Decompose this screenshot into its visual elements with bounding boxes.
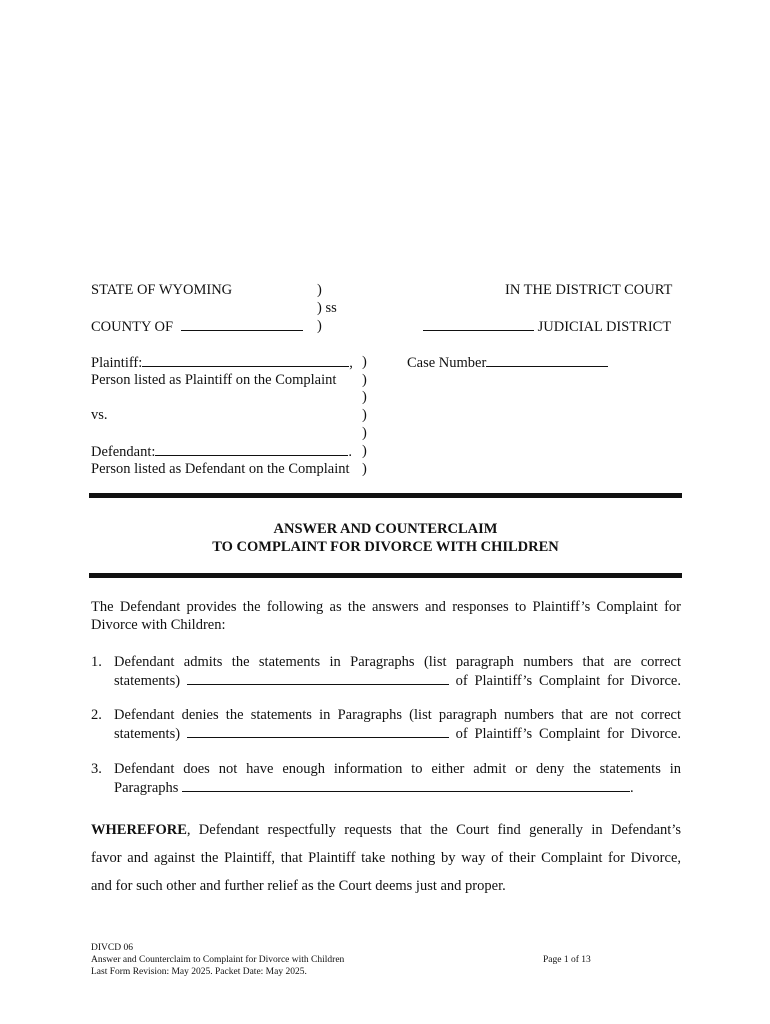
plaintiff-blank[interactable] <box>142 353 349 367</box>
county-line <box>91 317 303 336</box>
wherefore-heading: WHEREFORE <box>91 822 187 838</box>
item-number: 1. <box>91 654 102 670</box>
item-text: Defendant admits the statements in Paragraphs (list paragraph numbers that are correct <box>114 654 681 670</box>
footer-form-title: Answer and Counterclaim to Complaint for Divorce with Children <box>91 955 345 965</box>
caption-paren: ) <box>317 318 322 334</box>
caption-paren: ) <box>362 354 367 370</box>
court-name: IN THE DISTRICT COURT <box>505 282 673 298</box>
judicial-district-line <box>423 317 671 336</box>
case-number-label: Case Number <box>407 355 487 371</box>
footer-page-number: Page 1 of 13 <box>543 955 591 965</box>
defendant-note: Person listed as Defendant on the Complaint <box>91 461 350 477</box>
item-tail: of Plaintiff’s Complaint for Divorce. <box>455 673 681 689</box>
top-divider-rule <box>89 493 682 498</box>
item-number: 2. <box>91 707 102 723</box>
defendant-period: . <box>348 444 353 460</box>
item-fill-line <box>114 671 681 690</box>
paragraphs-denied-blank[interactable] <box>187 724 449 738</box>
district-blank[interactable] <box>423 317 534 331</box>
plaintiff-line <box>91 353 353 372</box>
item-text: Defendant does not have enough information to either admit or deny the statements in <box>114 761 681 777</box>
caption-paren: ) <box>362 425 367 441</box>
case-number-blank[interactable] <box>486 353 608 367</box>
bottom-divider-rule <box>89 573 682 578</box>
plaintiff-comma: , <box>349 355 353 371</box>
paragraphs-admitted-blank[interactable] <box>187 671 449 685</box>
county-blank[interactable] <box>181 317 303 331</box>
item-number: 3. <box>91 761 102 777</box>
item-fill-line <box>114 724 681 743</box>
intro-paragraph: The Defendant provides the following as the answers and responses to Plaintiff’s Complaint for Divorce with Children: <box>91 599 681 633</box>
footer-revision: Last Form Revision: May 2025. Packet Date: May 2025. <box>91 967 307 977</box>
judicial-district-label: JUDICIAL DISTRICT <box>537 319 672 335</box>
item-fill-line <box>114 778 681 797</box>
item-lead: statements) <box>114 673 181 689</box>
item-text: Defendant denies the statements in Paragraphs (list paragraph numbers that are not correct <box>114 707 681 723</box>
plaintiff-note: Person listed as Plaintiff on the Complaint <box>91 372 337 388</box>
state-label: STATE OF WYOMING <box>91 282 233 298</box>
answer-item-2 <box>91 706 681 743</box>
caption-paren: ) <box>362 461 367 477</box>
defendant-line <box>91 442 352 461</box>
footer-form-code: DIVCD 06 <box>91 943 133 953</box>
caption-ss: ) ss <box>317 300 337 316</box>
item-tail: of Plaintiff’s Complaint for Divorce. <box>455 726 681 742</box>
document-title-line1: ANSWER AND COUNTERCLAIM <box>273 521 498 537</box>
document-title-line2: TO COMPLAINT FOR DIVORCE WITH CHILDREN <box>212 539 559 555</box>
caption-paren: ) <box>362 372 367 388</box>
caption-paren: ) <box>362 443 367 459</box>
answer-item-1 <box>91 653 681 690</box>
caption-paren: ) <box>317 282 322 298</box>
item-lead: statements) <box>114 726 181 742</box>
plaintiff-label: Plaintiff: <box>91 355 143 371</box>
defendant-label: Defendant: <box>91 444 156 460</box>
wherefore-text: , Defendant respectfully requests that the Court find generally in Defendant’s <box>186 822 681 838</box>
paragraphs-unknown-blank[interactable] <box>182 778 630 792</box>
item-lead: Paragraphs <box>114 780 179 796</box>
county-label: COUNTY OF <box>91 319 174 335</box>
caption-paren: ) <box>362 389 367 405</box>
defendant-blank[interactable] <box>155 442 348 456</box>
item-tail: . <box>630 780 634 796</box>
case-number-line <box>407 353 608 372</box>
caption-paren: ) <box>362 407 367 423</box>
wherefore-line1 <box>91 821 681 839</box>
wherefore-line2: favor and against the Plaintiff, that Plaintiff take nothing by way of their Complaint for Divorce, <box>91 850 681 866</box>
answer-item-3 <box>91 760 681 797</box>
wherefore-line3: and for such other and further relief as the Court deems just and proper. <box>91 878 506 894</box>
vs-label: vs. <box>91 407 108 423</box>
